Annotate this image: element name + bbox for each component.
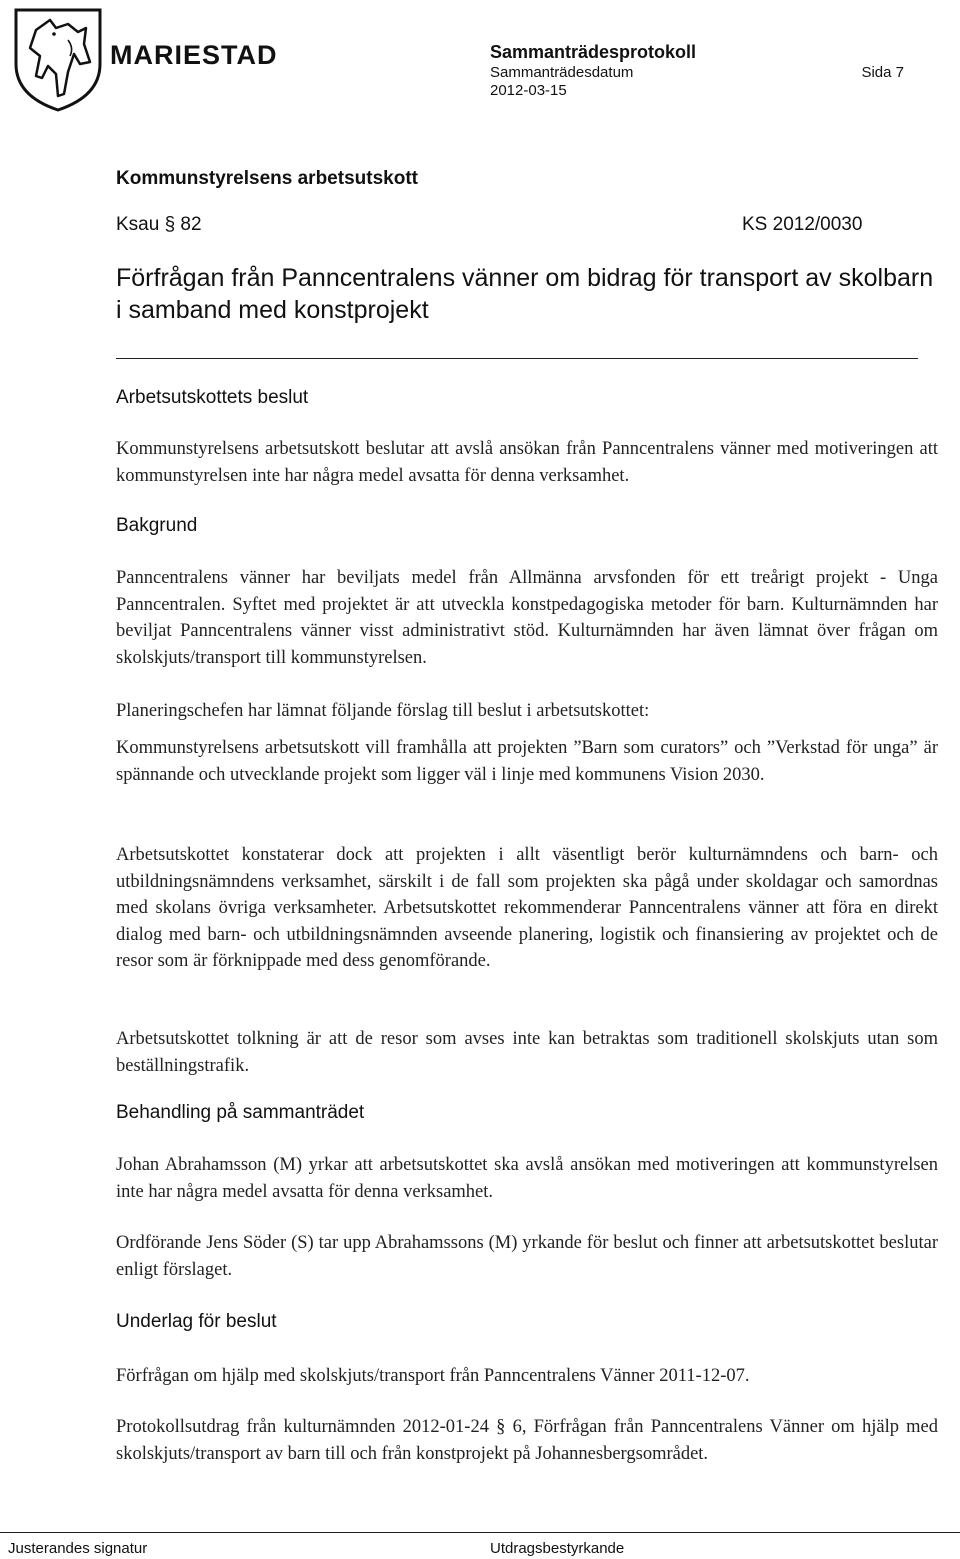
proposal-intro: Planeringschefen har lämnat följande förslag till beslut i arbetsutskottet: xyxy=(116,701,650,721)
item-title: Förfrågan från Panncentralens vänner om bidrag för transport av skolbarn i samband med konstprojekt xyxy=(116,264,934,324)
decision-heading: Arbetsutskottets beslut xyxy=(116,387,309,408)
document-type: Sammanträdesprotokoll xyxy=(490,42,697,62)
decision-text: Kommunstyrelsens arbetsutskott beslutar att avslå ansökan från Panncentralens vänner med motiveringen att kommunstyrelsen inte har några medel avsatta för denna verksamhet. xyxy=(116,439,938,486)
background-text: Panncentralens vänner har beviljats medel från Allmänna arvsfonden för ett treårigt projekt - Unga Panncentralen. Syftet med projektet är att utveckla konstpedagogiska metoder för barn. Kulturnämnden har beviljat Panncentralens vänner visst administrativt stöd. Kulturnämnden har även lämnat över frågan om skolskjuts/transport till kommunstyrelsen. xyxy=(116,568,938,668)
basis-item-1: Förfrågan om hjälp med skolskjuts/transport från Panncentralens Vänner 2011-12-07. xyxy=(116,1366,750,1386)
mariestad-coat-of-arms-icon xyxy=(8,4,108,114)
title-divider xyxy=(116,358,918,359)
brand-name: MARIESTAD xyxy=(110,40,278,70)
adjuster-signature-label: Justerandes signatur xyxy=(8,1540,148,1557)
background-heading: Bakgrund xyxy=(116,515,198,536)
page-number: Sida 7 xyxy=(861,64,904,81)
proposal-paragraph-1: Kommunstyrelsens arbetsutskott vill framhålla att projekten ”Barn som curators” och ”Verkstad för unga” är spännande och utvecklande projekt som ligger väl i linje med kommunens Vision 2030. xyxy=(116,738,938,785)
proposal-paragraph-2: Arbetsutskottet konstaterar dock att projekten i allt väsentligt berör kulturnämndens och barn- och utbildningsnämndens verksamhet, särskilt i de fall som projekten ska pågå under skoldagar och samordnas med skolans övriga verksamheter. Arbetsutskottet rekommenderar Panncentralens vänner att föra en direkt dialog med barn- och utbildningsnämnden avseende planering, logistik och finansiering av projektet och de resor som är förknippade med dess genomförande. xyxy=(116,845,938,972)
committee-name: Kommunstyrelsens arbetsutskott xyxy=(116,168,418,189)
handling-paragraph-2: Ordförande Jens Söder (S) tar upp Abrahamssons (M) yrkande för beslut och finner att arbetsutskottet beslutar enligt förslaget. xyxy=(116,1233,938,1280)
meeting-date: 2012-03-15 xyxy=(490,82,567,99)
basis-item-2: Protokollsutdrag från kulturnämnden 2012-01-24 § 6, Förfrågan från Panncentralens Vänner om hjälp med skolskjuts/transport av barn till och från konstprojekt på Johannesbergsområdet. xyxy=(116,1417,938,1464)
handling-heading: Behandling på sammanträdet xyxy=(116,1102,365,1123)
footer-divider xyxy=(0,1532,960,1533)
handling-paragraph-1: Johan Abrahamsson (M) yrkar att arbetsutskottet ska avslå ansökan med motiveringen att kommunstyrelsen inte har några medel avsatta för denna verksamhet. xyxy=(116,1155,938,1202)
section-reference: Ksau § 82 xyxy=(116,214,202,235)
case-number: KS 2012/0030 xyxy=(742,214,863,235)
proposal-paragraph-3: Arbetsutskottet tolkning är att de resor som avses inte kan betraktas som traditionell skolskjuts utan som beställningstrafik. xyxy=(116,1029,938,1076)
meeting-date-label: Sammanträdesdatum xyxy=(490,64,634,81)
extract-certification-label: Utdragsbestyrkande xyxy=(490,1540,625,1557)
basis-heading: Underlag för beslut xyxy=(116,1311,277,1332)
